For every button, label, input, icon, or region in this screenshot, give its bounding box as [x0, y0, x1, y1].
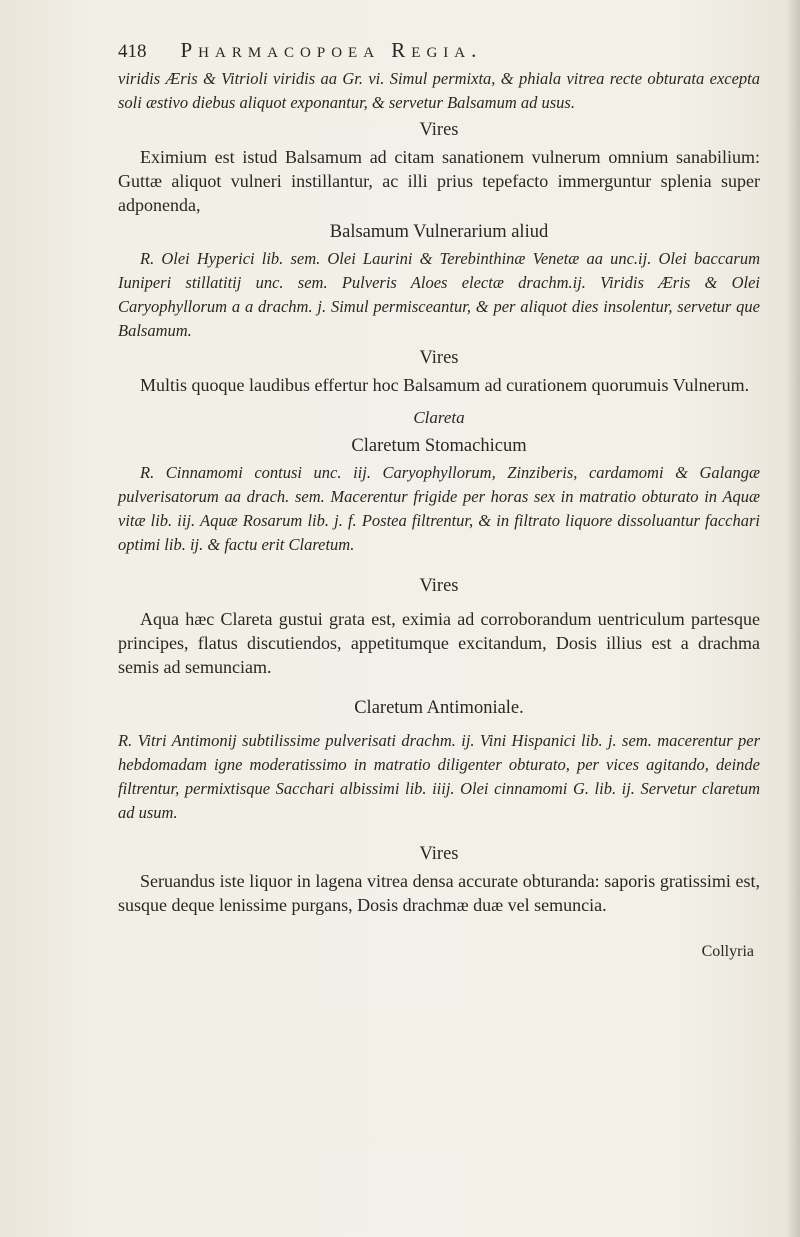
body-paragraph: Multis quoque laudibus effertur hoc Balsamum ad curationem quorumuis Vulnerum. [140, 375, 750, 395]
recipe-paragraph: R. Vitri Antimonij subtilissime pulverisati drachm. ij. Vini Hispanici lib. j. sem. macerentur per hebdomadam igne moderatissimo in matratio diligenter obturato, per vices agitando, deinde filtrentur, permixtisque Sacchari albissimi lib. iiij. Olei cinnamomi G. lib. ij. Servetur claretum ad usum. [118, 731, 760, 822]
section-heading-vires: Vires [419, 120, 459, 140]
page-edge-shadow [786, 0, 800, 1237]
section-heading-vires: Vires [419, 576, 459, 596]
recipe-continuation: viridis Æris & Vitrioli viridis aa Gr. vi. Simul permixta, & phiala vitrea recte obturata excepta soli æstivo diebus aliquot exponantur, & servetur Balsamum ad usus. [118, 69, 760, 112]
body-paragraph: Eximium est istud Balsamum ad citam sanationem vulnerum omnium sanabilium: Guttæ aliquot vulneri instillantur, ac illi prius tepefacto immerguntur splenia super adponenda, [118, 147, 760, 215]
recipe-paragraph: R. Olei Hyperici lib. sem. Olei Laurini & Terebinthinæ Venetæ aa unc.ij. Olei baccarum Iuniperi stillatitij unc. sem. Pulveris Aloes electæ drachm.ij. Viridis Æris & Olei Caryophyllorum a a drachm. j. Simul permisceantur, & per aliquot dies insolentur, servetur que Balsamum. [118, 249, 760, 340]
section-heading-balsamum: Balsamum Vulnerarium aliud [329, 222, 549, 242]
section-heading-clareta: Clareta [413, 408, 465, 427]
body-paragraph: Seruandus iste liquor in lagena vitrea densa accurate obturanda: saporis gratissimi est, susque deque lenissime purgans, Dosis drachmæ duæ vel semuncia. [118, 871, 760, 915]
section-heading-claretum-antimoniale: Claretum Antimoniale. [354, 698, 524, 718]
page-number: 418 [118, 41, 147, 62]
running-title: Pharmacopoea Regia. [180, 38, 483, 62]
recipe-paragraph: R. Cinnamomi contusi unc. iij. Caryophyllorum, Zinziberis, cardamomi & Galangæ pulverisatorum aa drach. sem. Macerentur frigide per horas sex in matratio obturato in Aquæ vitæ lib. iij. Aquæ Rosarum lib. j. f. Postea filtrentur, & in filtrato liquore dissoluantur facchari optimi lib. ij. & factu erit Claretum. [118, 463, 760, 554]
section-heading-vires: Vires [419, 348, 459, 368]
running-header [118, 38, 760, 63]
body-paragraph: Aqua hæc Clareta gustui grata est, eximia ad corroborandum uentriculum partesque principes, flatus discutiendos, appetitumque excitandum, Dosis illius est a drachma semis ad semunciam. [118, 609, 760, 677]
section-heading-claretum-stomachicum: Claretum Stomachicum [351, 436, 527, 456]
catchword: Collyria [701, 943, 754, 960]
section-heading-vires: Vires [419, 844, 459, 864]
